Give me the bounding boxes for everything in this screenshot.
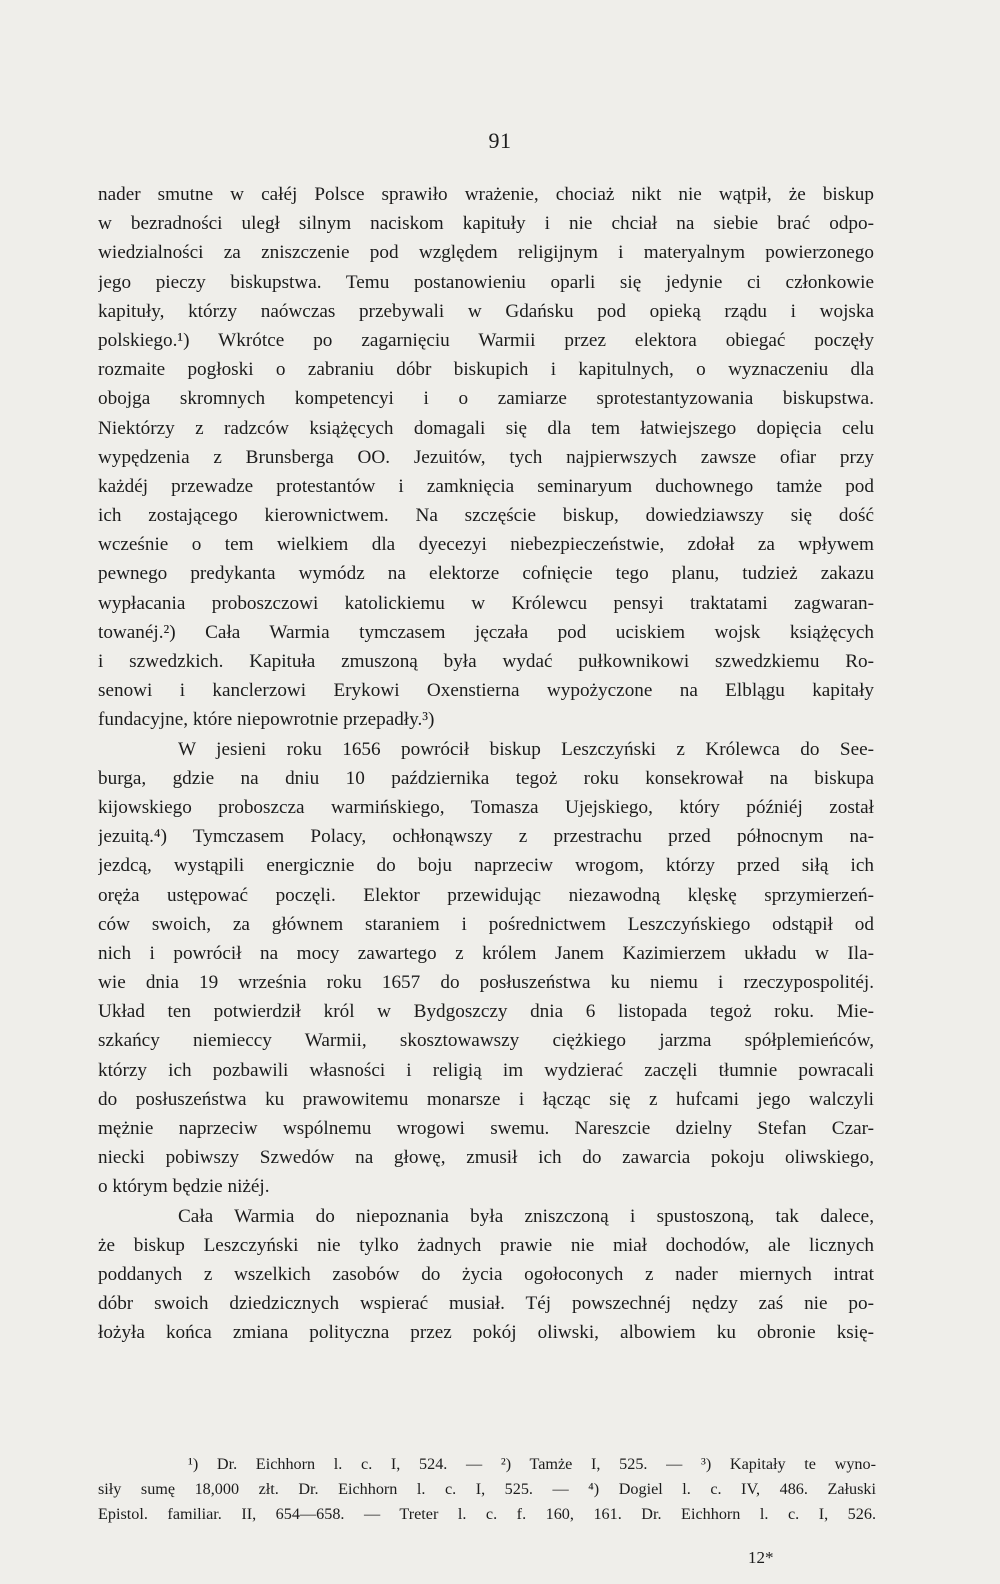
text-line: nader smutne w całéj Polsce sprawiło wrażenie, chociaż nikt nie wątpił, że biskup <box>98 184 874 205</box>
text-line: jezdcą, wystąpili energicznie do boju naprzeciw wrogom, którzy przed siłą ich <box>98 855 874 877</box>
text-line: łożyła końca zmiana polityczna przez pokój oliwski, albowiem ku obronie księ- <box>98 1322 874 1344</box>
footnote-line: Epistol. familiar. II, 654—658. — Treter l. c. f. 160, 161. Dr. Eichhorn l. c. I, 526. <box>98 1505 876 1523</box>
page-number: 91 <box>488 128 512 153</box>
text-line: burga, gdzie na dniu 10 października tegoż roku konsekrował na biskupa <box>98 767 874 789</box>
text-line: szkańcy niemieccy Warmii, skosztowawszy ciężkiego jarzma spółplemieńców, <box>98 1030 874 1052</box>
text-line: fundacyjne, które niepowrotnie przepadły.³) <box>98 709 435 731</box>
text-line: o którym będzie niżéj. <box>98 1176 270 1198</box>
text-line: dóbr swoich dziedzicznych wspierać musiał. Téj powszechnéj nędzy zaś nie po- <box>98 1293 874 1315</box>
footnotes <box>98 1452 876 1527</box>
text-line: nich i powrócił na mocy zawartego z królem Janem Kazimierzem układu w Ila- <box>98 942 874 964</box>
text-line: jego pieczy biskupstwa. Temu postanowieniu oparli się jedynie ci członkowie <box>98 271 874 293</box>
text-line: Układ ten potwierdził król w Bydgoszczy dnia 6 listopada tegoż roku. Mie- <box>98 1001 874 1023</box>
text-line: w bezradności uległ silnym naciskom kapituły i nie chciał na siebie brać odpo- <box>98 213 874 235</box>
footnote-line: siły sumę 18,000 złt. Dr. Eichhorn l. c. I, 525. — ⁴) Dogiel l. c. IV, 486. Załuski <box>98 1480 876 1498</box>
body-text <box>98 180 874 1348</box>
text-line: jezuitą.⁴) Tymczasem Polacy, ochłonąwszy z przestrachu przed północnym na- <box>98 826 874 848</box>
text-line: że biskup Leszczyński nie tylko żadnych prawie nie miał dochodów, ale licznych <box>98 1234 874 1256</box>
text-line: wypędzenia z Brunsberga OO. Jezuitów, tych najpierwszych zawsze ofiar przy <box>98 446 874 468</box>
text-line: i szwedzkich. Kapituła zmuszoną była wydać pułkownikowi szwedzkiemu Ro- <box>98 651 874 672</box>
text-line: poddanych z wszelkich zasobów do życia ogołoconych z nader miernych intrat <box>98 1263 874 1285</box>
text-line: Niektórzy z radzców książęcych domagali się dla tem łatwiejszego dopięcia celu <box>98 417 874 439</box>
text-line: wie dnia 19 września roku 1657 do posłuszeństwa ku niemu i rzeczypospolitéj. <box>98 972 874 994</box>
signature-mark: 12* <box>748 1548 774 1567</box>
text-line: rozmaite pogłoski o zabraniu dóbr biskupich i kapitulnych, o wyznaczeniu dla <box>98 359 874 381</box>
text-line: każdéj przewadze protestantów i zamknięcia seminaryum duchownego tamże pod <box>98 475 874 497</box>
text-line: ich zostającego kierownictwem. Na szczęście biskup, dowiedziawszy się dość <box>98 505 874 527</box>
text-line: towanéj.²) Cała Warmia tymczasem jęczała pod uciskiem wojsk książęcych <box>98 621 874 643</box>
text-line: wiedzialności za zniszczenie pod względem religijnym i materyalnym powierzonego <box>98 242 874 264</box>
text-line: pewnego predykanta wymódz na elektorze cofnięcie tego planu, tudzież zakazu <box>98 563 874 585</box>
text-line: mężnie naprzeciw wspólnemu wrogowi swemu. Nareszcie dzielny Stefan Czar- <box>98 1118 874 1139</box>
footnote-line: ¹) Dr. Eichhorn l. c. I, 524. — ²) Tamże I, 525. — ³) Kapitały te wyno- <box>188 1455 876 1473</box>
text-line: Cała Warmia do niepoznania była zniszczoną i spustoszoną, tak dalece, <box>178 1205 874 1227</box>
text-line: wcześnie o tem wielkiem dla dyecezyi niebezpieczeństwie, zdołał za wpływem <box>98 534 874 556</box>
text-line: polskiego.¹) Wkrótce po zagarnięciu Warmii przez elektora obiegać poczęły <box>98 329 874 351</box>
text-line: którzy ich pozbawili własności i religią im wydzierać zaczęli tłumnie powracali <box>98 1059 874 1081</box>
text-line: niecki pobiwszy Szwedów na głowę, zmusił ich do zawarcia pokoju oliwskiego, <box>98 1147 874 1169</box>
text-line: senowi i kanclerzowi Erykowi Oxenstierna wypożyczone na Elblągu kapitały <box>98 680 874 702</box>
text-line: wypłacania proboszczowi katolickiemu w Królewcu pensyi traktatami zagwaran- <box>98 592 874 614</box>
text-line: ców swoich, za głównem staraniem i pośrednictwem Leszczyńskiego odstąpił od <box>98 913 874 935</box>
text-line: obojga skromnych kompetencyi i o zamiarze sprotestantyzowania biskupstwa. <box>98 388 874 410</box>
text-line: kijowskiego proboszcza warmińskiego, Tomasza Ujejskiego, który późniéj został <box>98 796 874 818</box>
text-line: do posłuszeństwa ku prawowitemu monarsze i łącząc się z hufcami jego walczyli <box>98 1088 874 1110</box>
text-line: kapituły, którzy naówczas przebywali w Gdańsku pod opieką rządu i wojska <box>98 300 874 322</box>
text-line: oręża ustępować poczęli. Elektor przewidując niezawodną klęskę sprzymierzeń- <box>98 884 874 906</box>
text-line: W jesieni roku 1656 powrócił biskup Leszczyński z Królewca do See- <box>178 738 874 760</box>
